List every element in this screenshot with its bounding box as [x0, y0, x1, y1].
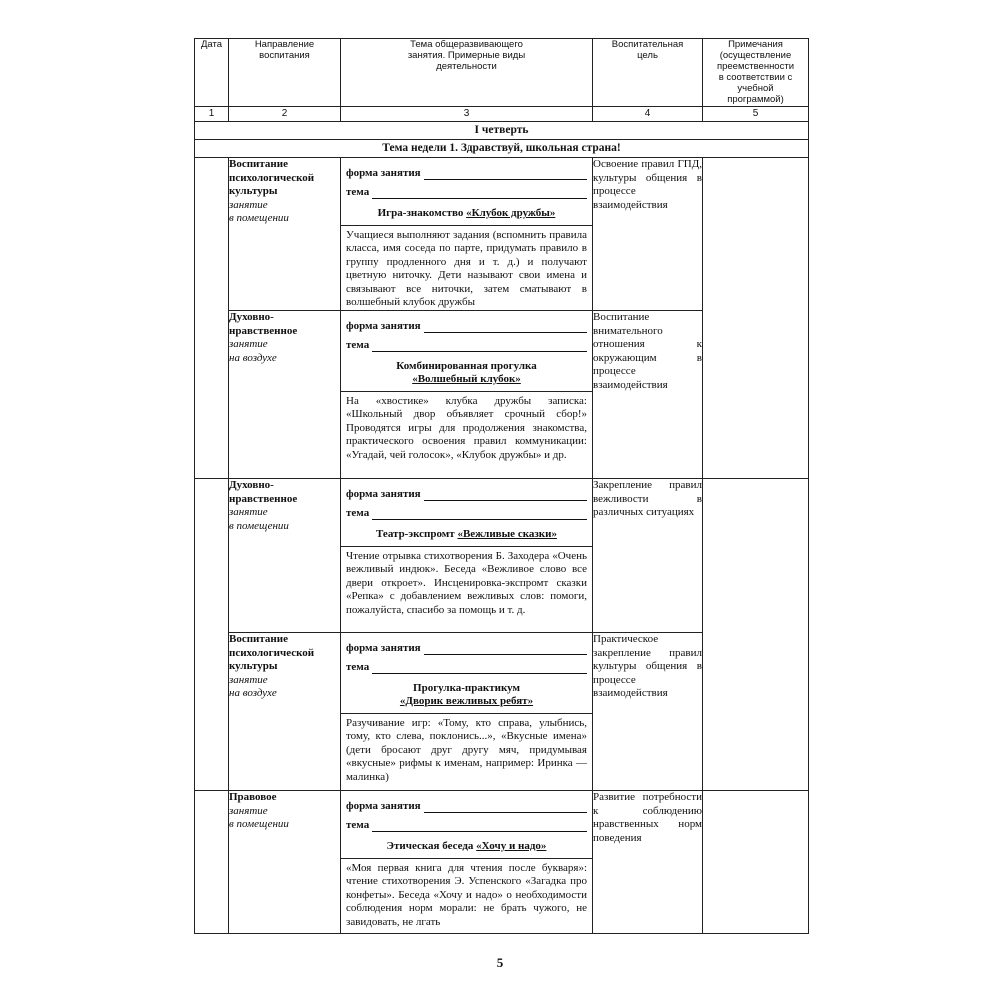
notes-cell [703, 479, 809, 791]
header-goal: Воспитательная цель [593, 39, 703, 107]
quarter-row [195, 122, 809, 140]
form-line [346, 320, 587, 333]
theme-label: тема [346, 339, 370, 351]
activity-title [346, 682, 587, 708]
page-number: 5 [496, 955, 504, 970]
direction-title: Воспитание психологической культуры [229, 633, 315, 672]
form-line [346, 167, 587, 180]
lesson-place: в помещении [229, 818, 289, 830]
activity-type: Игра-знакомство [377, 207, 464, 219]
column-number-row [195, 107, 809, 122]
goal-cell: Закрепление правил вежливости в различных ситуациях [593, 479, 703, 633]
activity-type: Театр-экспромт [376, 528, 455, 540]
activity-title [346, 207, 587, 220]
form-label: форма занятия [346, 642, 421, 654]
goal-cell: Практическое закрепление правил культуры общения в процессе взаимодействия [593, 633, 703, 791]
activity-name: «Дворик вежливых ребят» [399, 695, 534, 707]
column-number: 4 [593, 107, 703, 122]
goal-cell: Освоение правил ГПД, культуры общения в процессе взаимодействия [593, 158, 703, 311]
topic-cell [341, 633, 593, 791]
form-label: форма занятия [346, 800, 421, 812]
column-number: 2 [229, 107, 341, 122]
lesson-row [195, 791, 809, 934]
column-number: 1 [195, 107, 229, 122]
lesson-row [195, 158, 809, 311]
theme-line [346, 339, 587, 352]
direction-title: Воспитание психологической культуры [229, 158, 315, 197]
form-label: форма занятия [346, 320, 421, 332]
theme-line [346, 186, 587, 199]
header-topic: Тема общеразвивающего занятия. Примерные виды деятельности [341, 39, 593, 107]
form-label: форма занятия [346, 488, 421, 500]
activity-title [346, 840, 587, 853]
theme-line [346, 819, 587, 832]
direction-cell [229, 633, 341, 791]
week-theme-heading: Тема недели 1. Здравствуй, школьная страна! [195, 140, 809, 158]
goal-cell: Воспитание внимательного отношения к окружающим в процессе взаимодействия [593, 311, 703, 479]
form-line [346, 642, 587, 655]
quarter-heading: I четверть [195, 122, 809, 140]
column-number: 3 [341, 107, 593, 122]
lesson-place: на воздухе [229, 351, 277, 364]
activity-title [346, 360, 587, 386]
direction-title: Духовно-нравственное [229, 479, 298, 505]
direction-cell [229, 311, 341, 479]
header-date: Дата [195, 39, 229, 107]
activity-name: «Вежливые сказки» [457, 528, 557, 540]
activity-description: «Моя первая книга для чтения после букваря»: чтение стихотворения Э. Успенского «Загадка про конфеты». Беседа «Хочу и надо» о необходимости соблюдения норм морали: не брать чужого, не завидовать, не лгать [341, 858, 592, 929]
column-number: 5 [703, 107, 809, 122]
header-row [195, 39, 809, 107]
notes-cell [703, 791, 809, 934]
date-cell [195, 791, 229, 934]
blank-line [372, 188, 587, 199]
theme-label: тема [346, 186, 370, 198]
form-line [346, 488, 587, 501]
lesson-kind: занятие [229, 338, 268, 350]
form-label: форма занятия [346, 167, 421, 179]
direction-cell [229, 158, 341, 311]
direction-cell [229, 479, 341, 633]
direction-title: Правовое [229, 791, 277, 803]
activity-description: Чтение отрывка стихотворения Б. Заходера «Очень вежливый индюк». Беседа «Вежливое слово все двери откроет». Инсценировка-экспромт сказки «Репка» с добавлением вежливых слов: помоги, пожалуйста, спасибо за помощь и т. д. [341, 546, 592, 617]
activity-description: Разучивание игр: «Тому, кто справа, улыбнись, тому, кто слева, поклонись...», «Вкусные имена» (дети бросают друг другу мяч, придумывая «вкусные» рифмы к именам, например: Иринка — малинка) [341, 713, 592, 784]
activity-name: «Хочу и надо» [476, 840, 547, 852]
blank-line [424, 490, 587, 501]
blank-line [372, 341, 587, 352]
date-cell [195, 479, 229, 791]
theme-label: тема [346, 661, 370, 673]
activity-type: Прогулка-практикум [413, 682, 520, 694]
activity-description: На «хвостике» клубка дружбы записка: «Школьный двор объявляет срочный сбор!» Проводятся игры для продолжения знакомства, практического освоения правил коммуникации: «Угадай, чей голосок», «Клубок дружбы» и др. [341, 391, 592, 462]
direction-title: Духовно-нравственное [229, 311, 298, 337]
lesson-kind: занятие [229, 804, 268, 817]
direction-cell [229, 791, 341, 934]
activity-plan-table [194, 38, 809, 934]
date-cell [195, 158, 229, 479]
lesson-place: в помещении [229, 212, 289, 224]
blank-line [372, 663, 587, 674]
lesson-kind: занятие [229, 673, 268, 686]
lesson-place: в помещении [229, 519, 289, 532]
theme-label: тема [346, 819, 370, 831]
activity-title [346, 528, 587, 541]
blank-line [424, 802, 587, 813]
topic-cell [341, 479, 593, 633]
topic-cell [341, 158, 593, 311]
blank-line [372, 509, 587, 520]
lesson-place: на воздухе [229, 687, 277, 699]
notes-cell [703, 158, 809, 479]
lesson-kind: занятие [229, 506, 268, 518]
topic-cell [341, 311, 593, 479]
activity-name: «Клубок дружбы» [466, 207, 556, 219]
theme-label: тема [346, 507, 370, 519]
blank-line [424, 322, 587, 333]
activity-type: Этическая беседа [386, 840, 474, 852]
week-theme-row [195, 140, 809, 158]
activity-type: Комбинированная прогулка [396, 360, 537, 372]
activity-name: «Волшебный клубок» [412, 373, 521, 385]
form-line [346, 800, 587, 813]
theme-line [346, 507, 587, 520]
blank-line [372, 821, 587, 832]
lesson-kind: занятие [229, 198, 268, 211]
blank-line [424, 644, 587, 655]
header-notes: Примечания (осуществление преемственности в соответствии с учебной программой) [703, 39, 809, 107]
goal-cell: Развитие потребности к соблюдению нравственных норм поведения [593, 791, 703, 934]
activity-description: Учащиеся выполняют задания (вспомнить правила класса, имя соседа по парте, придумать правило в группу продленного дня и т. д.) и получают цветную ниточку. Дети называют свои имена и связывают все ниточки, затем сматывают в волшебный клубок дружбы [341, 225, 592, 309]
blank-line [424, 169, 587, 180]
topic-cell [341, 791, 593, 934]
header-direction: Направление воспитания [229, 39, 341, 107]
theme-line [346, 661, 587, 674]
lesson-row [195, 479, 809, 633]
